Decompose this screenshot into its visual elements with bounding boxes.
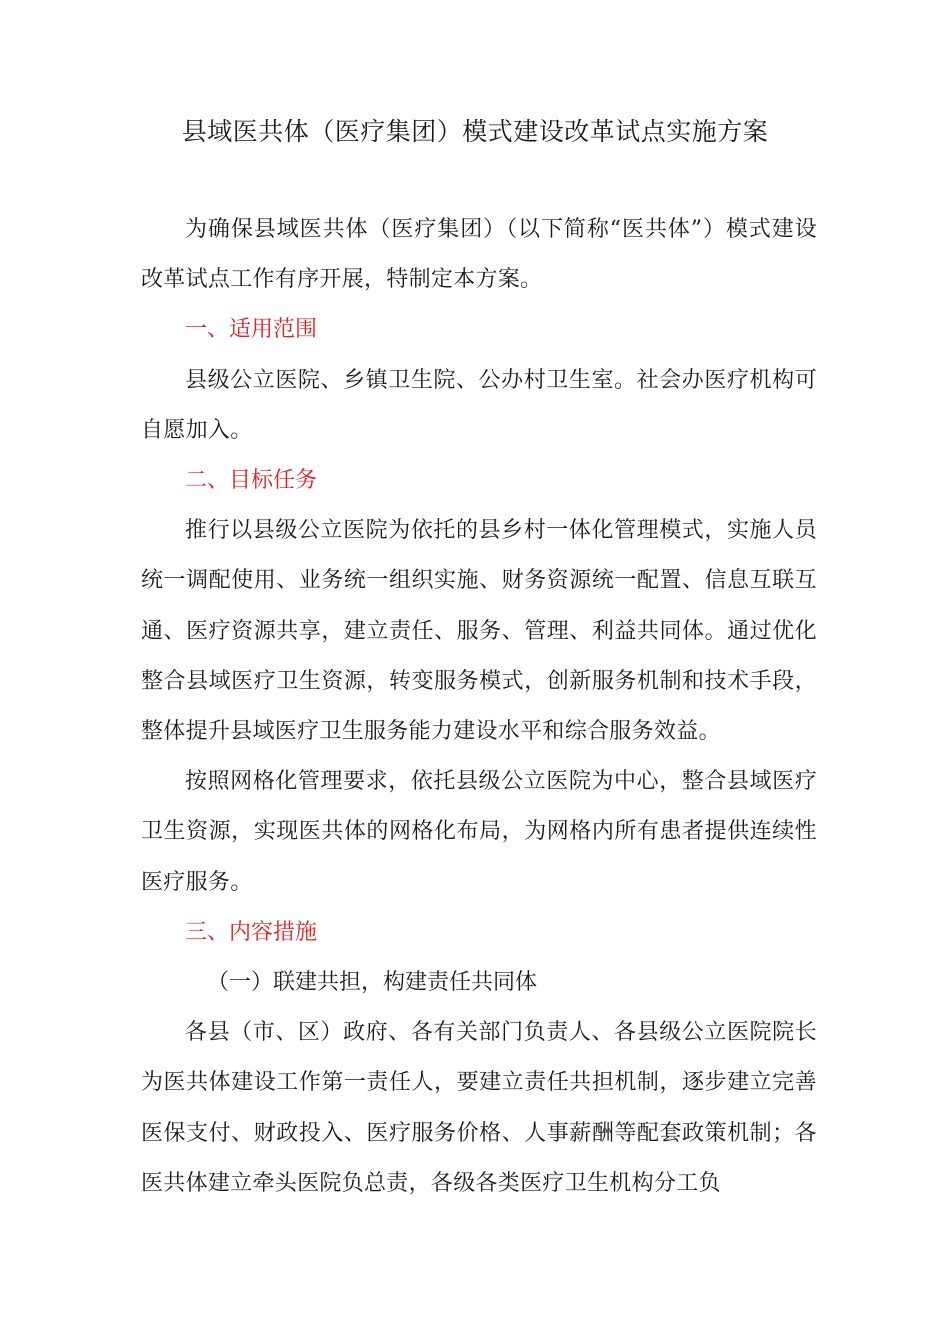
scope-paragraph: 县级公立医院、乡镇卫生院、公办村卫生室。社会办医疗机构可自愿加入。 xyxy=(141,367,817,443)
goals-paragraph-1: 推行以县级公立医院为依托的县乡村一体化管理模式，实施人员统一调配使用、业务统一组织实施、财务资源统一配置、信息互联互通、医疗资源共享，建立责任、服务、管理、利益共同体。通过优化整合县域医疗卫生资源，转变服务模式，创新服务机制和技术手段，整体提升县域医疗卫生服务能力建设水平和综合服务效益。 xyxy=(141,518,817,745)
measures-paragraph-1: 各县（市、区）政府、各有关部门负责人、各县级公立医院院长为医共体建设工作第一责任人，要建立责任共担机制，逐步建立完善医保支付、财政投入、医疗服务价格、人事薪酬等配套政策机制；各医共体建立牵头医院负总责，各级各类医疗卫生机构分工负 xyxy=(141,1020,817,1196)
section-heading-goals: 二、目标任务 xyxy=(185,468,318,494)
goals-paragraph-2: 按照网格化管理要求，依托县级公立医院为中心，整合县域医疗卫生资源，实现医共体的网格化布局，为网格内所有患者提供连续性医疗服务。 xyxy=(141,769,817,895)
section-heading-measures: 三、内容措施 xyxy=(185,919,318,945)
document-title: 县域医共体（医疗集团）模式建设改革试点实施方案 xyxy=(181,117,769,146)
document-body xyxy=(141,205,817,1209)
section-heading-scope: 一、适用范围 xyxy=(185,317,318,343)
subsection-heading-responsibility: （一）联建共担，构建责任共同体 xyxy=(207,970,538,996)
intro-paragraph: 为确保县域医共体（医疗集团）（以下简称“医共体”）模式建设改革试点工作有序开展，特制定本方案。 xyxy=(141,217,817,293)
